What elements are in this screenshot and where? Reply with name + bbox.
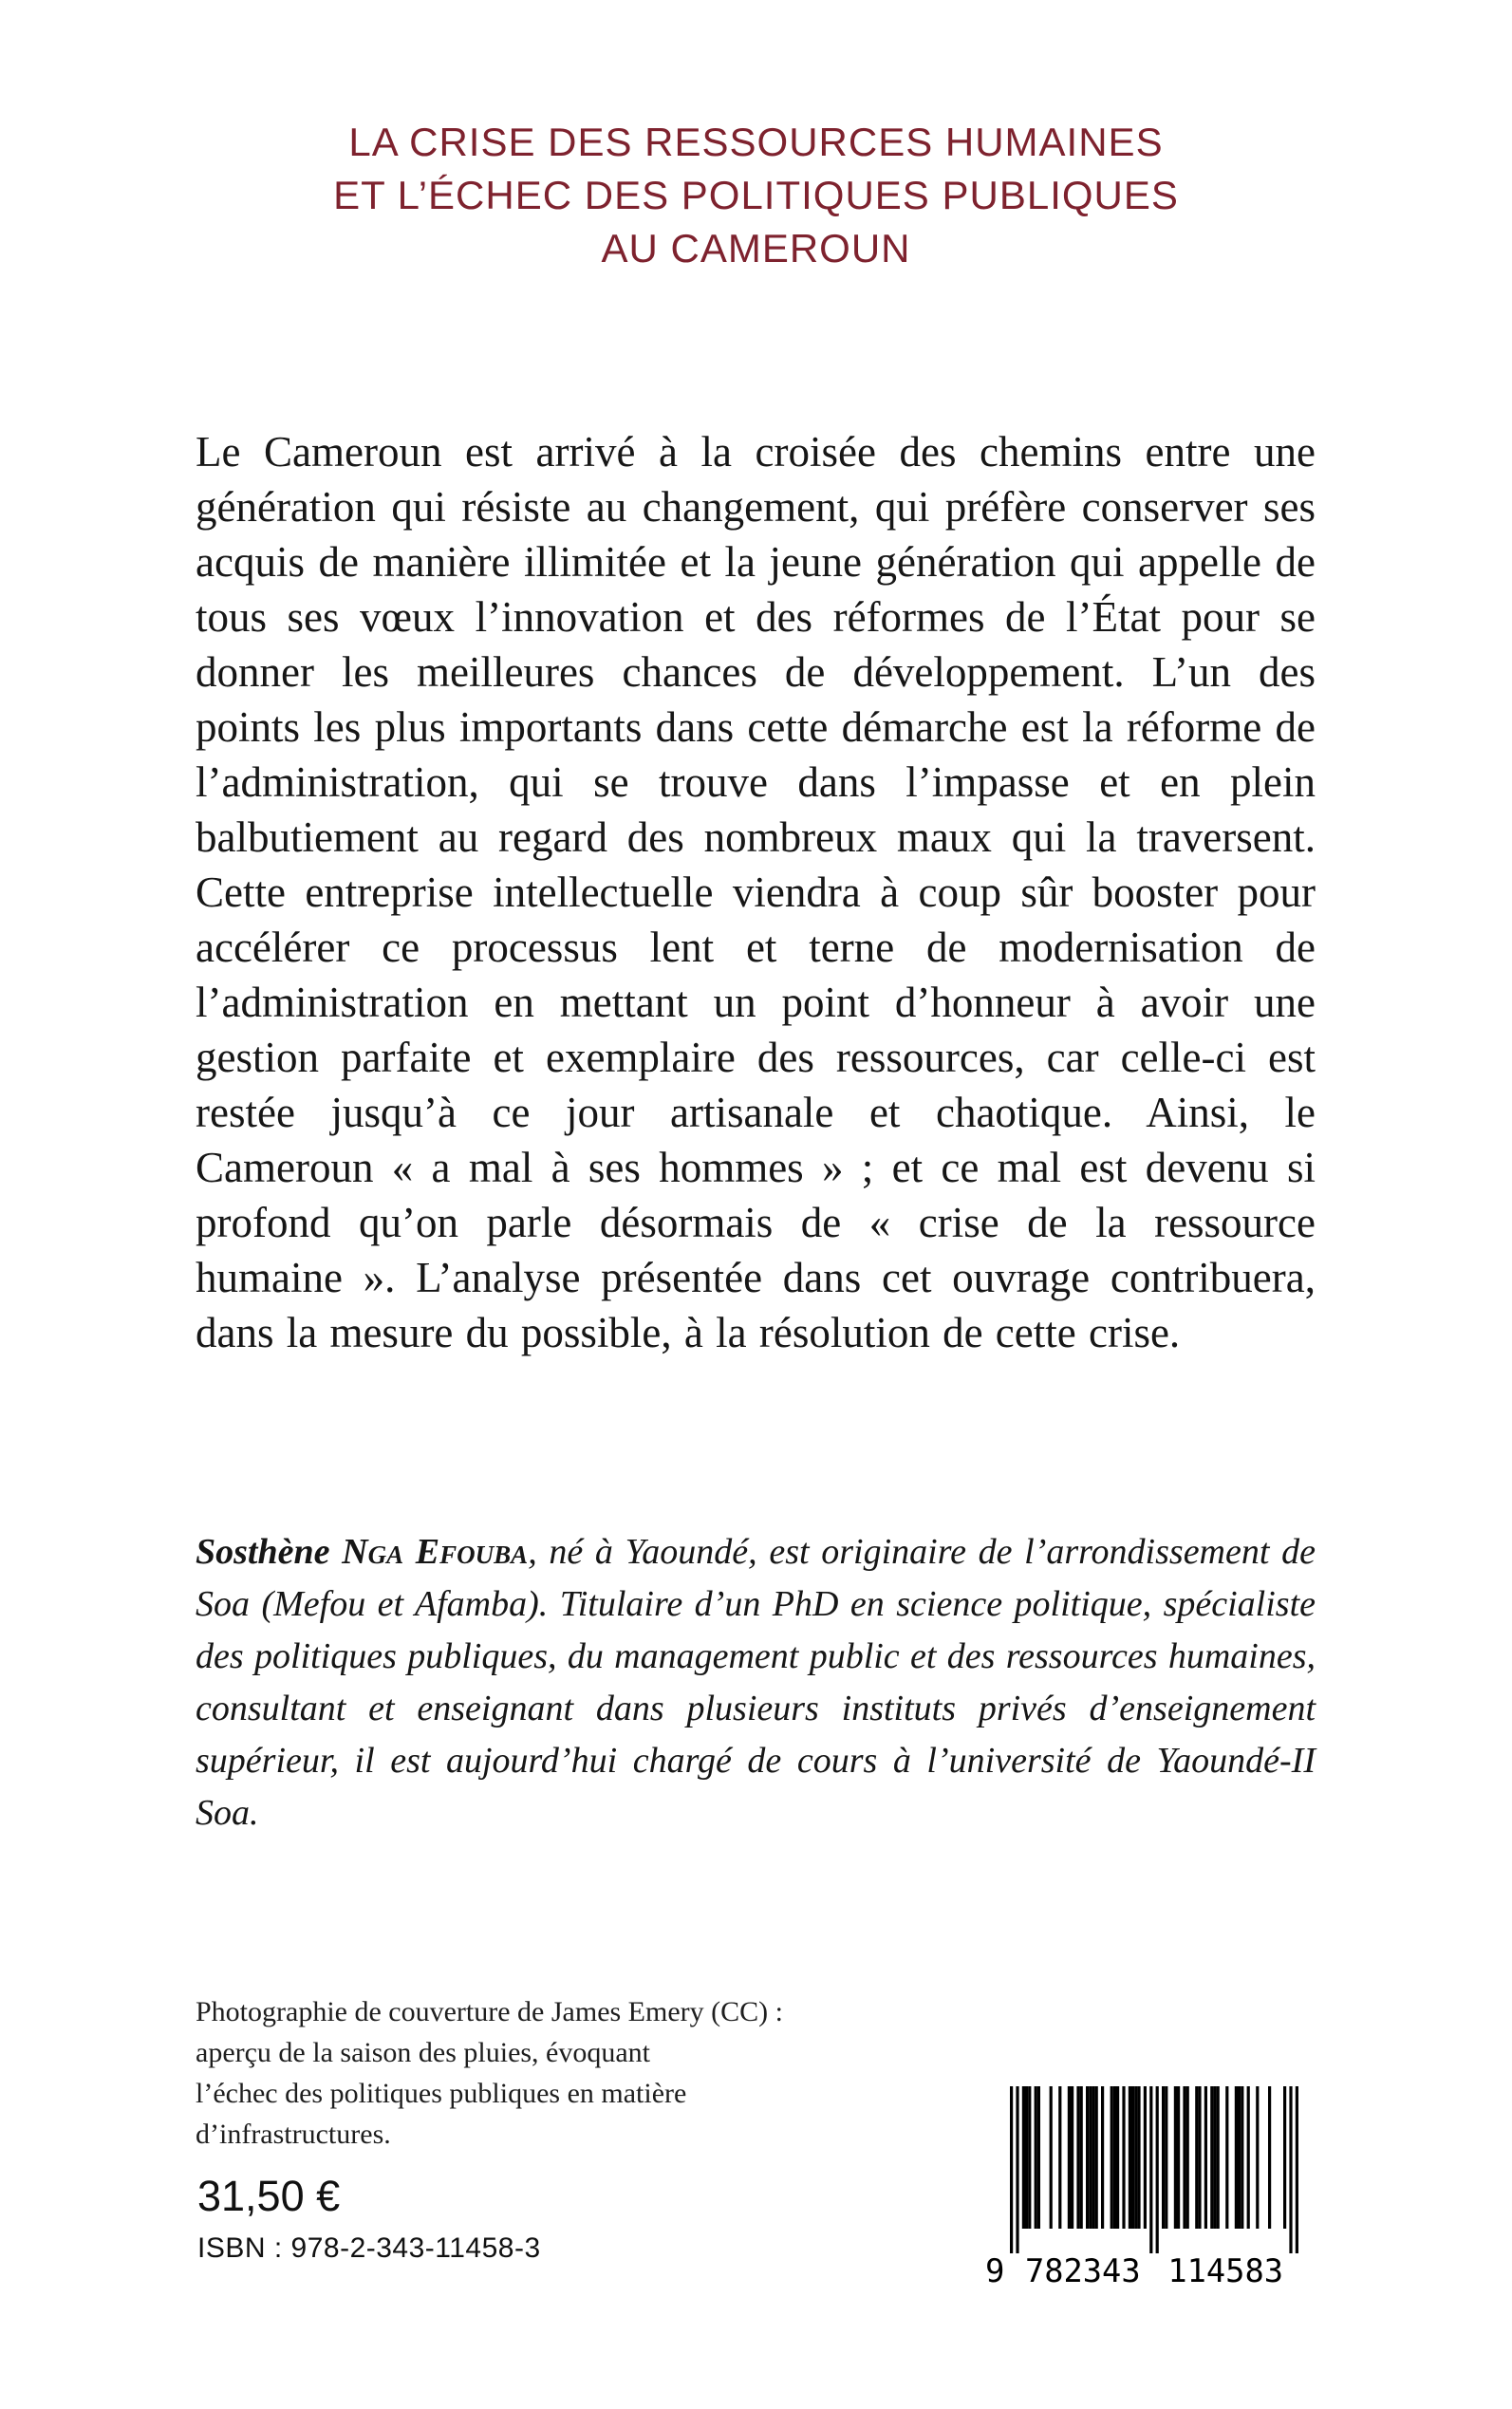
book-title-line-1: LA CRISE DES RESSOURCES HUMAINES: [348, 120, 1164, 164]
book-title-line-3: AU CAMEROUN: [601, 226, 911, 271]
author-bio-text: , né à Yaoundé, est originaire de l’arrondissement de Soa (Mefou et Afamba). Titulaire d’un PhD en science politique, spécialiste des politiques publiques, du management public et des ressources humaines, consultant et enseignant dans plusieurs instituts privés d’enseignement supérieur, il est aujourd’hui chargé de cours à l’université de Yaoundé-II Soa.: [196, 1532, 1316, 1833]
barcode: [981, 2086, 1306, 2294]
barcode-digits-right: 114583: [1167, 2252, 1283, 2289]
photo-credit-line-2: aperçu de la saison des pluies, évoquant: [196, 2037, 651, 2068]
photo-credit-line-4: d’infrastructures.: [196, 2119, 391, 2150]
author-last-name: Nga Efouba: [342, 1532, 529, 1572]
barcode-digits-left: 782343: [1025, 2252, 1141, 2289]
author-first-name: Sosthène: [196, 1532, 343, 1572]
isbn-label: ISBN : 978-2-343-11458-3: [197, 2232, 541, 2264]
book-title: [0, 116, 1512, 275]
book-title-line-2: ET L’ÉCHEC DES POLITIQUES PUBLIQUES: [333, 173, 1179, 217]
photo-credit-line-1: Photographie de couverture de James Emery (CC) :: [196, 1996, 783, 2027]
photo-credit: [196, 1991, 917, 2155]
photo-credit-line-3: l’échec des politiques publiques en matière: [196, 2078, 687, 2109]
author-bio: [196, 1526, 1316, 1839]
barcode-svg: [981, 2086, 1306, 2289]
barcode-digit-lead: 9: [985, 2252, 1005, 2289]
synopsis-paragraph: Le Cameroun est arrivé à la croisée des chemins entre une génération qui résiste au changement, qui préfère conserver ses acquis de manière illimitée et la jeune génération qui appelle de tous ses vœux l’innovation et des réformes de l’État pour se donner les meilleures chances de développement. L’un des points les plus importants dans cette démarche est la réforme de l’administration, qui se trouve dans l’impasse et en plein balbutiement au regard des nombreux maux qui la traversent. Cette entreprise intellectuelle viendra à coup sûr booster pour accélérer ce processus lent et terne de modernisation de l’administration en mettant un point d’honneur à avoir une gestion parfaite et exemplaire des ressources, car celle-ci est restée jusqu’à ce jour artisanale et chaotique. Ainsi, le Cameroun « a mal à ses hommes » ; et ce mal est devenu si profond qu’on parle désormais de « crise de la ressource humaine ». L’analyse présentée dans cet ouvrage contribuera, dans la mesure du possible, à la résolution de cette crise.: [196, 428, 1316, 1356]
price: 31,50 €: [197, 2172, 341, 2220]
